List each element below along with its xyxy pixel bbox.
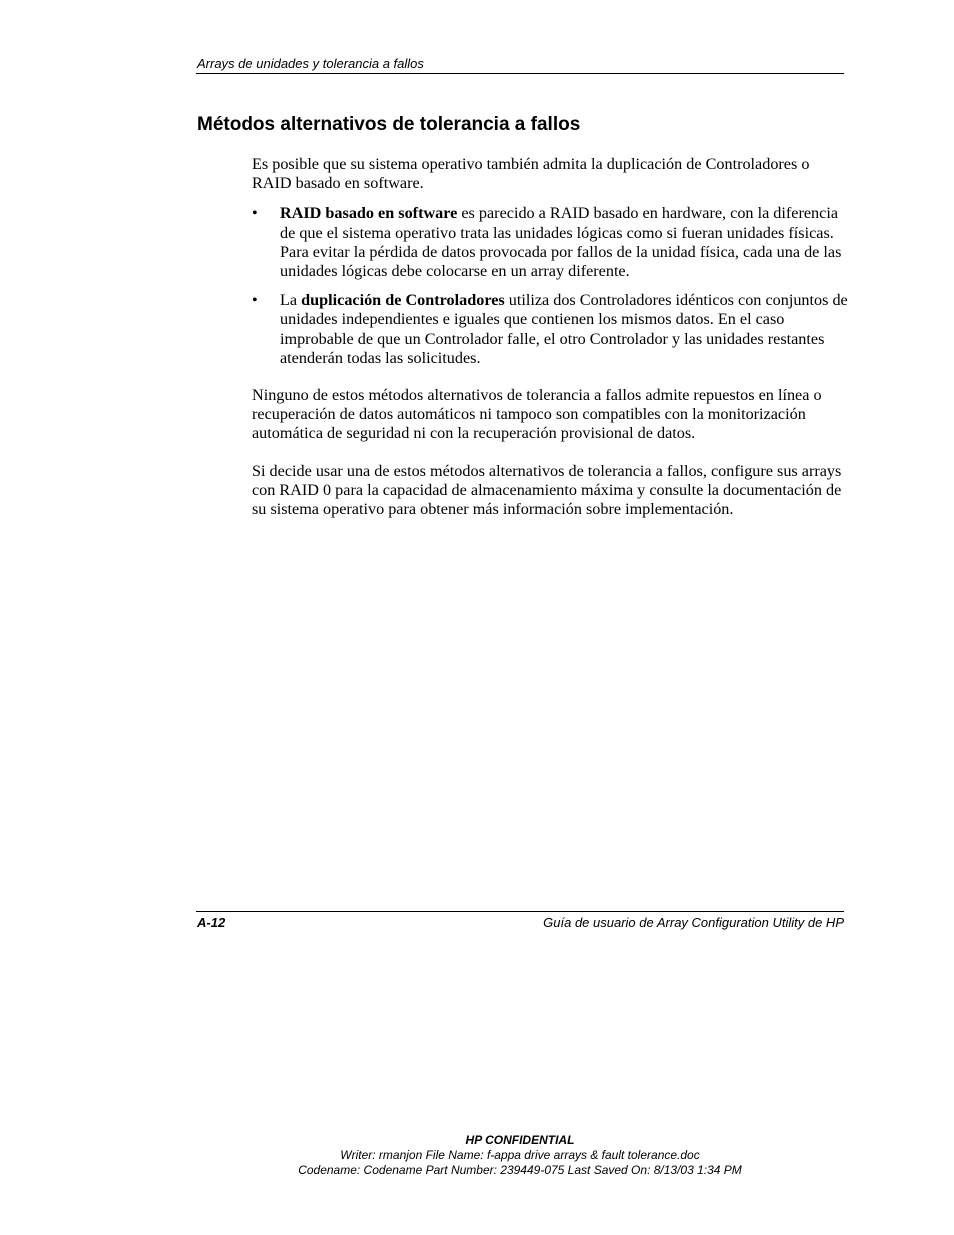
bullet-term: RAID basado en software (280, 204, 458, 223)
page-number: A-12 (197, 915, 226, 930)
confidential-block (200, 1133, 840, 1178)
confidential-codename-line: Codename: Codename Part Number: 239449-075 Last Saved On: 8/13/03 1:34 PM (298, 1163, 742, 1177)
footer-rule (196, 911, 844, 912)
intro-paragraph: Es posible que su sistema operativo también admita la duplicación de Controladores o RAID basado en software. (252, 155, 810, 193)
header-rule (196, 73, 844, 74)
bullet-text: es parecido a RAID basado en hardware, con la diferencia de que el sistema operativo trata las unidades lógicas como si fueran unidades físicas. Para evitar la pérdida de datos provocada por fallos de la unidad física, cada una de las unidades lógicas debe colocarse en un array diferente. (280, 204, 842, 281)
section-body (252, 155, 852, 519)
bullet-item-raid-software (252, 204, 852, 281)
bullet-term: duplicación de Controladores (301, 291, 505, 310)
bullet-icon: • (252, 204, 258, 223)
bullet-icon: • (252, 291, 258, 310)
bullet-prefix: La (280, 291, 302, 310)
bullet-text: utiliza dos Controladores idénticos con conjuntos de unidades independientes e iguales que contienen los mismos datos. En el caso improbable de que un Controlador falle, el otro Controlador y las unidades restantes atenderán todas las solicitudes. (280, 291, 848, 367)
section-title: Métodos alternativos de tolerancia a fallos (197, 114, 581, 135)
paragraph-recommendation: Si decide usar una de estos métodos alternativos de tolerancia a fallos, configure sus arrays con RAID 0 para la capacidad de almacenamiento máxima y consulte la documentación de su sistema operativo para obtener más información sobre implementación. (252, 461, 842, 519)
footer-book-title: Guía de usuario de Array Configuration Utility de HP (543, 915, 844, 930)
confidential-writer-line: Writer: rmanjon File Name: f-appa drive arrays & fault tolerance.doc (340, 1148, 700, 1162)
paragraph-limitations: Ninguno de estos métodos alternativos de tolerancia a fallos admite repuestos en línea o recuperación de datos automáticos ni tampoco son compatibles con la monitorización automática de seguridad ni con la recuperación provisional de datos. (252, 386, 822, 443)
bullet-item-controller-duplication (252, 291, 852, 368)
running-header: Arrays de unidades y tolerancia a fallos (197, 56, 424, 71)
confidential-label: HP CONFIDENTIAL (465, 1133, 575, 1147)
bullet-list (252, 204, 852, 368)
